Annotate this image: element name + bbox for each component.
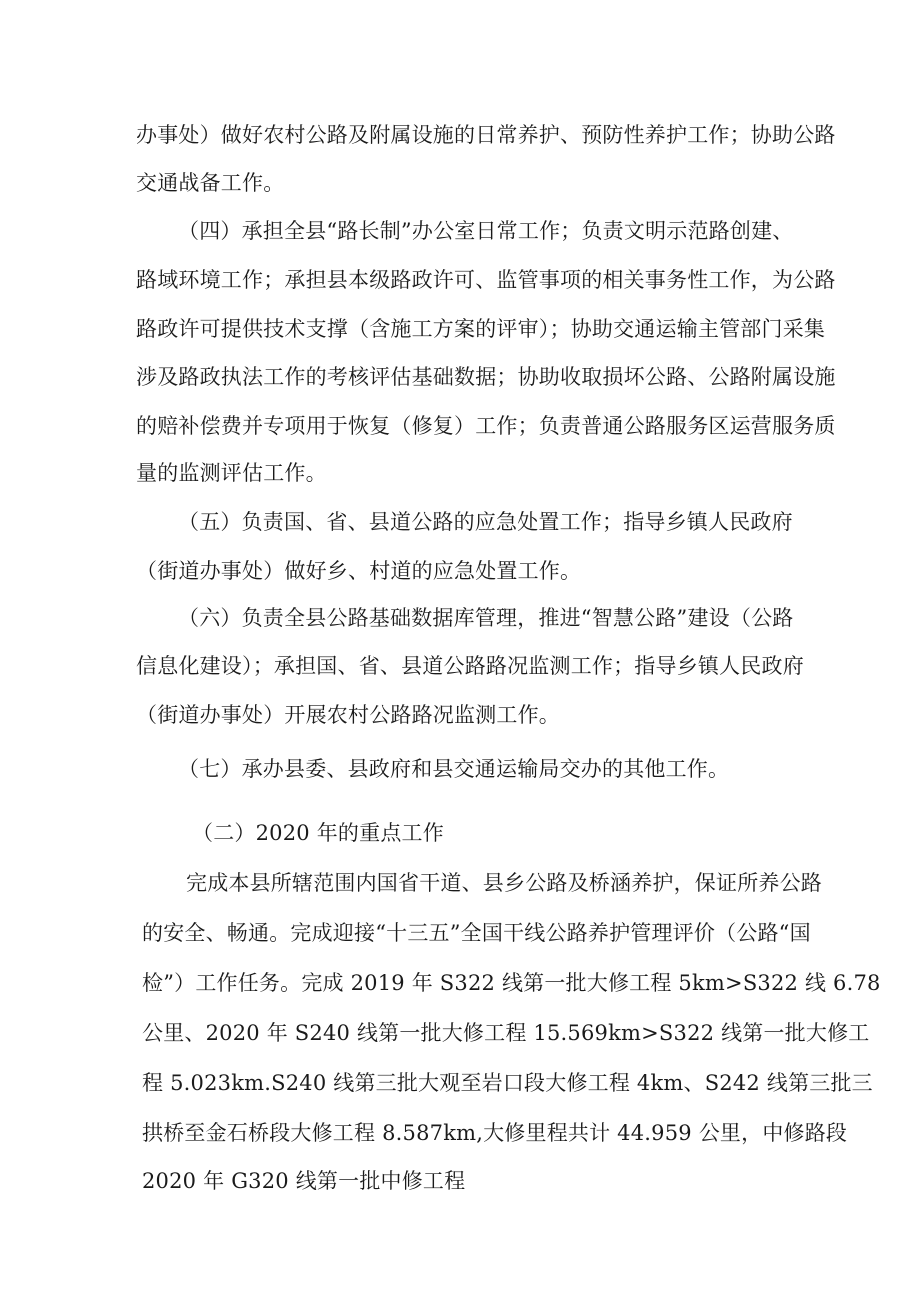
text-line: 路政许可提供技术支撑（含施工方案的评审）；协助交通运输主管部门采集 bbox=[136, 317, 826, 341]
paragraph-6-start: （六）负责全县公路基础数据库管理，推进“智慧公路”建设（公路 bbox=[178, 606, 794, 630]
text-line: 2020 年 G320 线第一批中修工程 bbox=[142, 1169, 466, 1193]
text-line: 检”）工作任务。完成 2019 年 S322 线第一批大修工程 5km>S322 线 6.78 bbox=[142, 971, 881, 995]
text-line: 的安全、畅通。完成迎接“十三五”全国干线公路养护管理评价（公路“国 bbox=[142, 921, 811, 945]
text-line: （街道办事处）开展农村公路路况监测工作。 bbox=[136, 703, 560, 727]
text-line: 拱桥至金石桥段大修工程 8.587km,大修里程共计 44.959 公里，中修路段 bbox=[142, 1121, 848, 1145]
text-line: 路域环境工作；承担县本级路政许可、监管事项的相关事务性工作，为公路 bbox=[136, 268, 836, 292]
text-line: 涉及路政执法工作的考核评估基础数据；协助收取损坏公路、公路附属设施 bbox=[136, 365, 836, 389]
text-line: 信息化建设）；承担国、省、县道公路路况监测工作；指导乡镇人民政府 bbox=[136, 654, 804, 678]
text-line: 的赔补偿费并专项用于恢复（修复）工作；负责普通公路服务区运营服务质 bbox=[136, 414, 836, 438]
paragraph-7-start: （七）承办县委、县政府和县交通运输局交办的其他工作。 bbox=[178, 757, 730, 781]
text-line: （街道办事处）做好乡、村道的应急处置工作。 bbox=[136, 559, 582, 583]
text-line: 交通战备工作。 bbox=[136, 171, 285, 195]
text-line: 公里、2020 年 S240 线第一批大修工程 15.569km>S322 线第一批大修工 bbox=[142, 1021, 870, 1045]
text-line: 办事处）做好农村公路及附属设施的日常养护、预防性养护工作；协助公路 bbox=[136, 123, 836, 147]
paragraph-key-work-start: 完成本县所辖范围内国省干道、县乡公路及桥涵养护，保证所养公路 bbox=[186, 871, 822, 895]
section-heading: （二）2020 年的重点工作 bbox=[192, 821, 444, 845]
paragraph-5-start: （五）负责国、省、县道公路的应急处置工作；指导乡镇人民政府 bbox=[178, 510, 793, 534]
text-line: 程 5.023km.S240 线第三批大观至岩口段大修工程 4km、S242 线第三批三 bbox=[142, 1071, 873, 1095]
paragraph-4-start: （四）承担全县“路长制”办公室日常工作；负责文明示范路创建、 bbox=[178, 219, 794, 243]
text-line: 量的监测评估工作。 bbox=[136, 461, 327, 485]
